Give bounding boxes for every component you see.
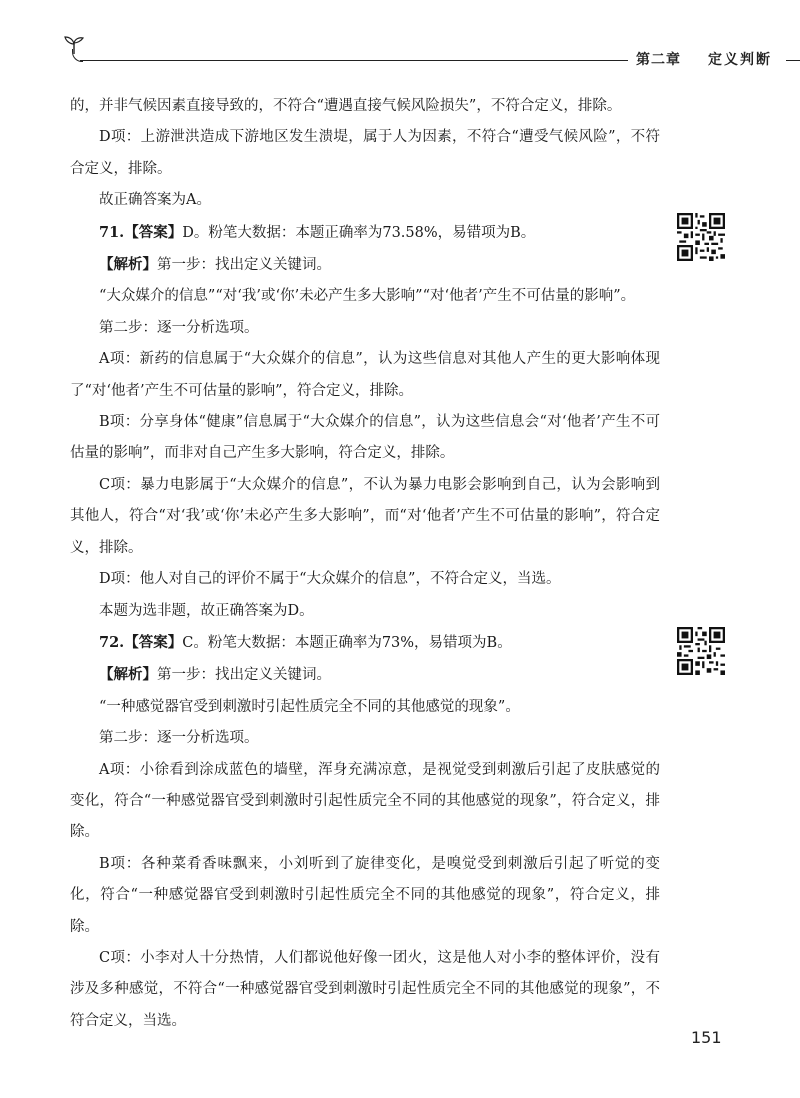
- analysis-label: 【解析】: [99, 256, 157, 274]
- analysis-label: 【解析】: [99, 666, 157, 684]
- answer-text: D。粉笔大数据：本题正确率为73.58%，易错项为B。: [182, 224, 536, 241]
- option-a-analysis: A项：小徐看到涂成蓝色的墙壁，浑身充满凉意，是视觉受到刺激后引起了皮肤感觉的变化，符合“一种感觉器官受到刺激时引起性质完全不同的其他感觉的现象”，符合定义，排除。: [70, 761, 660, 841]
- answer-label: 71.【答案】: [99, 223, 183, 241]
- paragraph: “大众媒介的信息”“对‘我’或‘你’未必产生多大影响”“对‘他者’产生不可估量的影响”。: [99, 288, 636, 305]
- answer-line-72: [70, 627, 660, 659]
- paragraph: 的，并非气候因素直接导致的，不符合“遭遇直接气候风险损失”，不符合定义，排除。: [70, 98, 622, 114]
- paragraph: 第二步：逐一分析选项。: [99, 730, 259, 747]
- analysis-line: [70, 249, 660, 281]
- page-number: 151: [691, 1028, 722, 1047]
- answer-text: C。粉笔大数据：本题正确率为73%，易错项为B。: [182, 634, 512, 651]
- analysis-line: [70, 659, 660, 691]
- paragraph: 故正确答案为A。: [99, 192, 211, 209]
- answer-line-71: [70, 217, 660, 249]
- header-rule-left: [80, 60, 628, 61]
- option-b-analysis: B项：分享身体“健康”信息属于“大众媒介的信息”，认为这些信息会“对‘他者’产生不可估量的影响”，而非对自己产生多大影响，符合定义，排除。: [70, 414, 660, 462]
- answer-label: 72.【答案】: [99, 633, 183, 651]
- option-d-analysis: D项：他人对自己的评价不属于“大众媒介的信息”，不符合定义，当选。: [99, 571, 561, 588]
- option-c-analysis: C项：小李对人十分热情，人们都说他好像一团火，这是他人对小李的整体评价，没有涉及多种感觉，不符合“一种感觉器官受到刺激时引起性质完全不同的其他感觉的现象”，不符合定义，当选。: [70, 949, 660, 1029]
- analysis-text: 第一步：找出定义关键词。: [157, 257, 331, 274]
- qr-code-icon[interactable]: [677, 213, 725, 261]
- chapter-label: 第二章: [636, 52, 681, 68]
- option-a-analysis: A项：新药的信息属于“大众媒介的信息”，认为这些信息对其他人产生的更大影响体现了“对‘他者’产生不可估量的影响”，符合定义，排除。: [70, 351, 660, 399]
- paragraph: D项：上游泄洪造成下游地区发生溃堤，属于人为因素，不符合“遭受气候风险”，不符合定义，排除。: [70, 129, 660, 177]
- option-c-analysis: C项：暴力电影属于“大众媒介的信息”，不认为暴力电影会影响到自己，认为会影响到其他人，符合“对‘我’或‘你’未必产生多大影响”，而“对‘他者’产生不可估量的影响”，符合定义，排除。: [70, 476, 660, 556]
- page-header: [62, 30, 778, 70]
- section-label: 定义判断: [708, 52, 772, 68]
- qr-code-icon[interactable]: [677, 627, 725, 675]
- paragraph: “一种感觉器官受到刺激时引起性质完全不同的其他感觉的现象”。: [99, 698, 520, 715]
- header-rule-right: [786, 60, 800, 61]
- paragraph: 本题为选非题，故正确答案为D。: [99, 602, 314, 619]
- analysis-text: 第一步：找出定义关键词。: [157, 667, 331, 684]
- option-b-analysis: B项：各种菜肴香味飘来，小刘听到了旋律变化，是嗅觉受到刺激后引起了听觉的变化，符合“一种感觉器官受到刺激时引起性质完全不同的其他感觉的现象”，符合定义，排除。: [70, 855, 660, 935]
- answer-explanation-body: [70, 91, 660, 1037]
- paragraph: 第二步：逐一分析选项。: [99, 319, 259, 336]
